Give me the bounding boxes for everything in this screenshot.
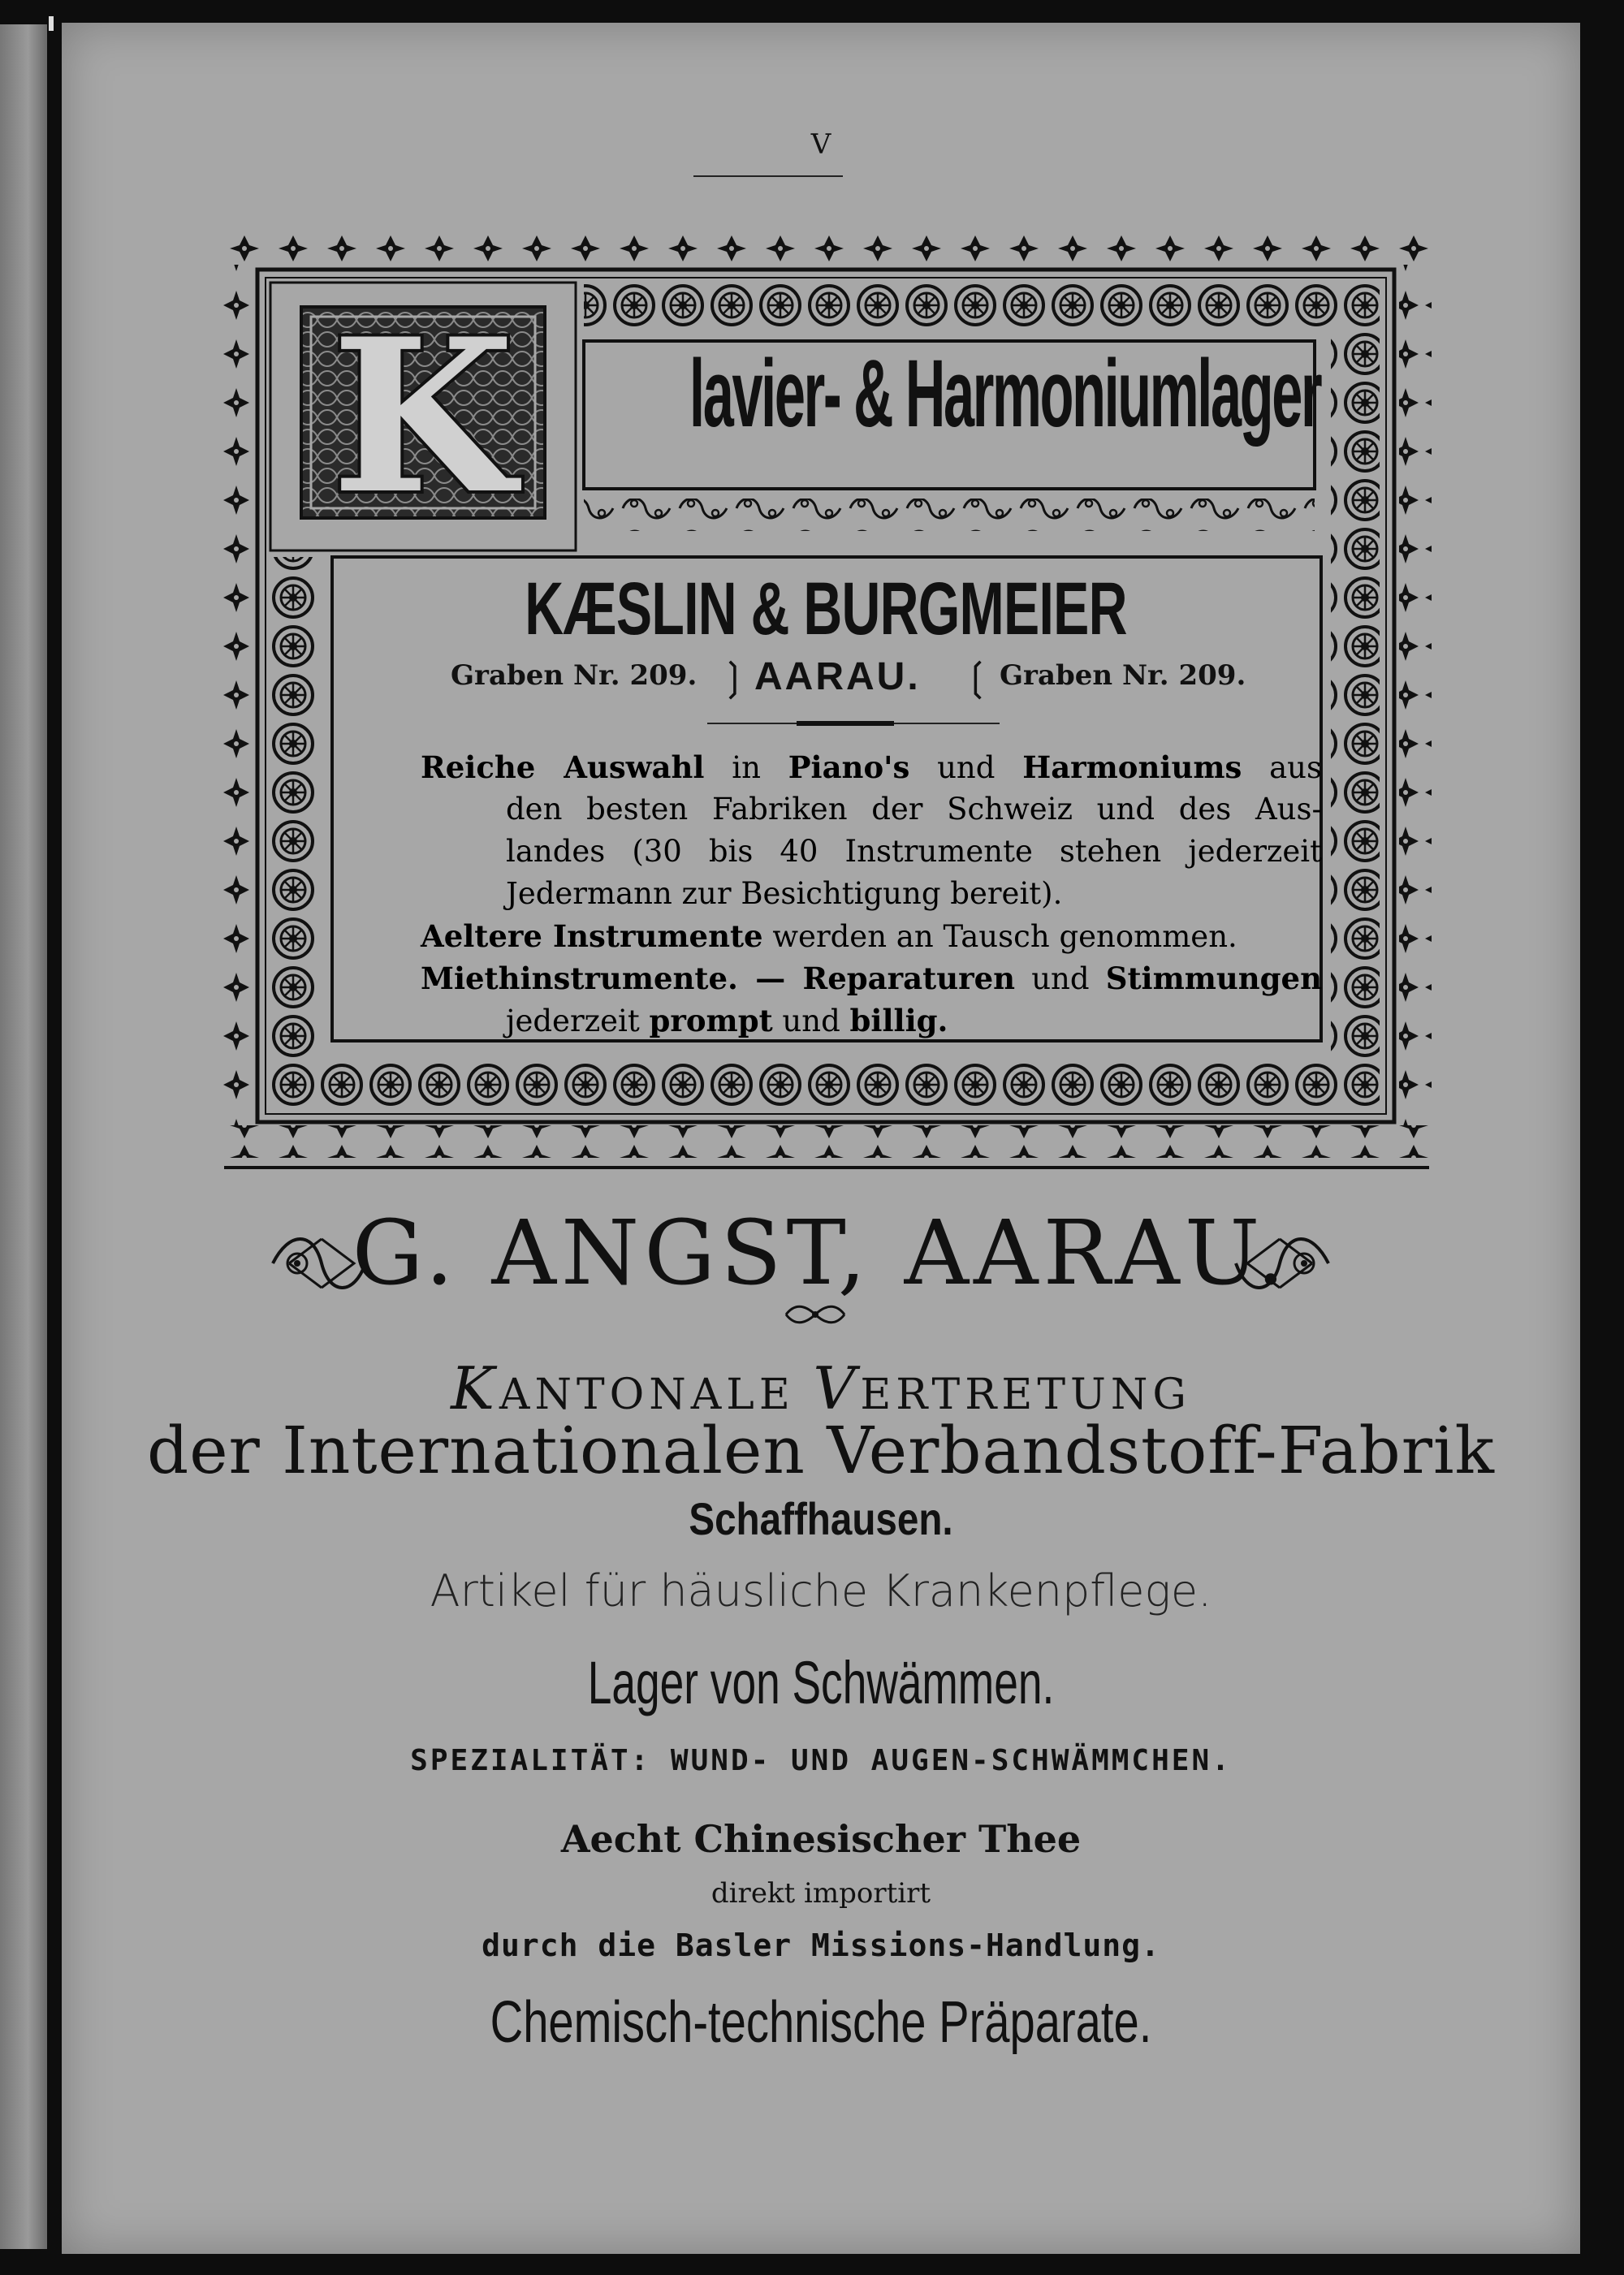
artikel-line: Artikel für häusliche Krankenpflege. [430,1565,1212,1617]
schaffhausen-line: Schaffhausen. [689,1493,953,1544]
verbandstoff-line: der Internationalen Verbandstoff-Fabrik [146,1413,1495,1488]
chemisch-line: Chemisch-technische Präparate. [490,1990,1152,2055]
vertretung-capital: V [813,1354,861,1422]
ad-body-line-1 [421,745,1322,790]
lager-line: Lager von Schwämmen. [587,1649,1055,1716]
section-divider [224,1166,1429,1169]
city-bracket-right: ❲ [961,654,994,700]
spezialitaet-line: SPEZIALITÄT: WUND- UND AUGEN-SCHWÄMMCHEN. [410,1744,1232,1777]
address-right: Graben Nr. 209. [1000,659,1246,692]
kantonale-capital: K [451,1354,499,1422]
kantonale-word: ANTONALE [499,1371,814,1419]
ad-body-bold: Reiche Auswahl [421,749,705,785]
document-page [62,23,1580,2254]
ad-body-text: und [1015,961,1106,996]
ad-body-text: werden an Tausch genommen. [762,919,1237,954]
page-number-rule [693,175,843,177]
thee-line: Aecht Chinesischer Thee [560,1817,1082,1861]
durch-line: durch die Basler Missions-Handlung. [482,1927,1160,1963]
ad-body-text: in [704,750,788,785]
ad-body-bold: prompt [649,1003,773,1038]
ad-body-line-5 [421,914,1322,959]
vertretung-word: ERTRETUNG [860,1371,1191,1419]
company-name: KÆSLIN & BURGMEIER [525,568,1127,650]
ad-body-text: und [909,750,1023,785]
ad-body-line-4: Jedermann zur Besichtigung bereit). [506,876,1063,911]
ad-body-bold: Stimmungen [1105,961,1322,996]
flourish-center-ornament [783,1302,848,1327]
ad-body-line-2: den besten Fabriken der Schweiz und des Aus- [506,792,1322,827]
scan-edge-mark [49,16,54,31]
adjacent-page-edge [0,24,47,2249]
ad-body-text: und [772,1004,850,1038]
ad-divider-bold [797,721,894,726]
flourish-right-ornament [1231,1223,1337,1304]
city-bracket-left: ❳ [717,654,750,700]
ad-body-bold: Aeltere Instrumente [421,918,763,954]
ad-body-line-3: landes (30 bis 40 Instrumente stehen jederzeit [506,834,1322,869]
piano-headline: lavier- & Harmoniumlager [689,340,1321,447]
page-number: V [810,128,831,161]
ad-body-bold: Harmoniums [1022,749,1242,785]
ad-body-bold: Miethinstrumente. — Reparaturen [421,961,1016,996]
angst-title: G. ANGST, AARAU. [352,1201,1290,1305]
ad-body-text: jederzeit [506,1004,650,1038]
piano-advertisement [220,232,1432,1158]
address-left: Graben Nr. 209. [451,659,698,692]
ad-body-bold: Piano's [788,749,910,785]
direkt-line: direkt importirt [710,1877,931,1910]
ad-body-line-6 [421,956,1322,1001]
ad-body-bold: billig. [849,1003,948,1038]
decorative-initial: K [331,293,515,541]
ad-body-line-7 [506,999,1322,1043]
city-name: AARAU. [754,655,921,698]
ad-body-text: aus [1242,750,1322,785]
